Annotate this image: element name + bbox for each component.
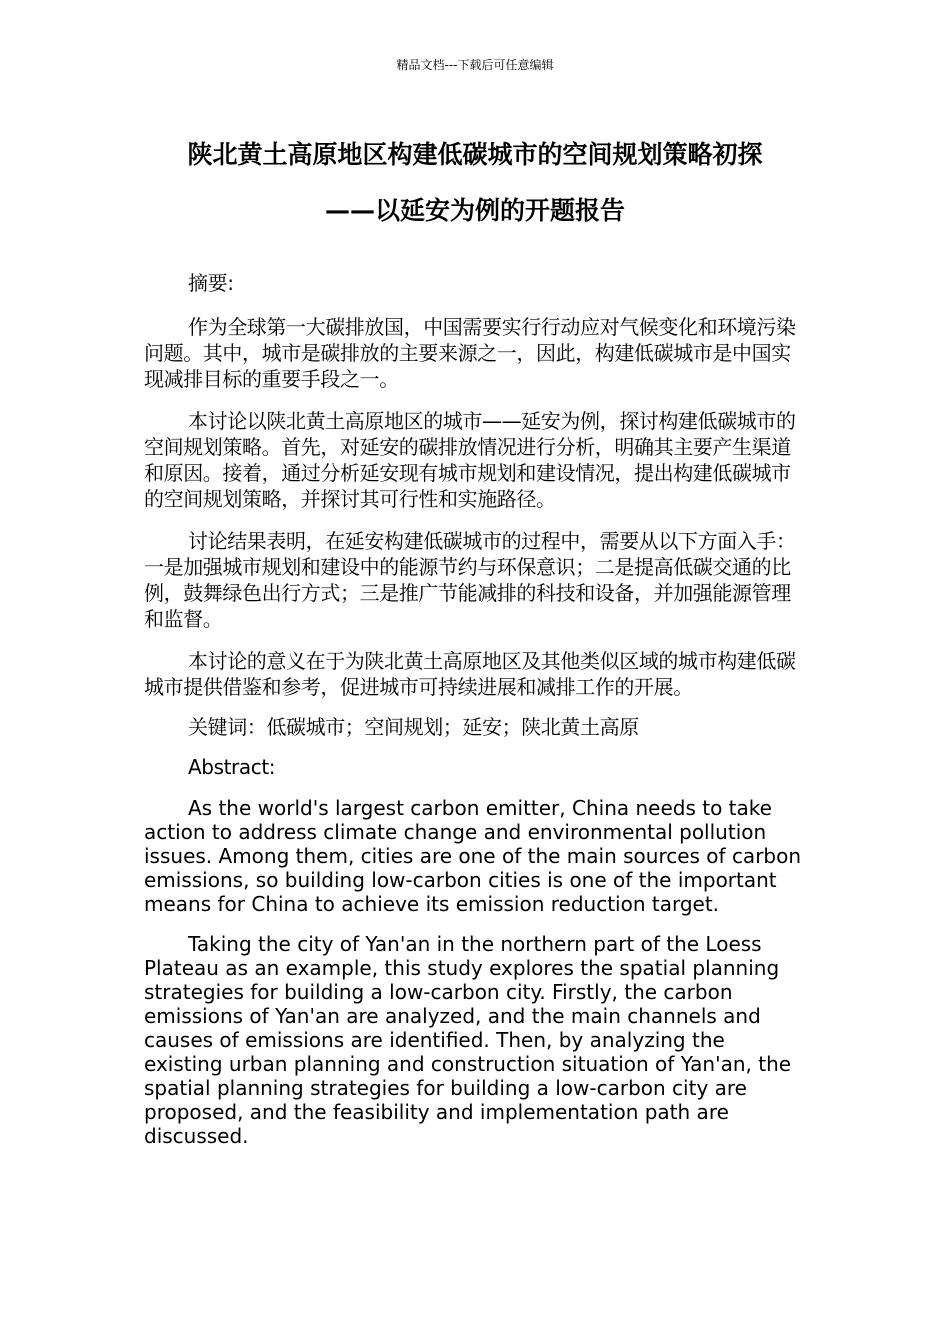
abstract-cn-paragraph: 讨论结果表明，在延安构建低碳城市的过程中，需要从以下方面入手：一是加强城市规划和建设中的能源节约与环保意识；二是提高低碳交通的比例，鼓舞绿色出行方式；三是推广节能减排的科技和设备，并加强能源管理和监督。 bbox=[144, 529, 796, 631]
keywords-cn: 关键词：低碳城市；空间规划；延安；陕北黄土高原 bbox=[188, 715, 639, 739]
abstract-en-paragraph: As the world's largest carbon emitter, China needs to take action to address climate change and environmental pollution issues. Among them, cities are one of the main sources of carbon emissions, so building low-carbon cities is one of the important means for China to achieve its emission reduction target. bbox=[144, 796, 802, 916]
document-title-line-2: ——以延安为例的开题报告 bbox=[324, 196, 625, 225]
page-header: 精品文档---下载后可任意编辑 bbox=[396, 58, 554, 72]
document-body bbox=[144, 270, 806, 1148]
abstract-cn-paragraph: 本讨论的意义在于为陕北黄土高原地区及其他类似区域的城市构建低碳城市提供借鉴和参考，促进城市可持续进展和减排工作的开展。 bbox=[144, 649, 796, 699]
document-title-line-1: 陕北黄土高原地区构建低碳城市的空间规划策略初探 bbox=[187, 140, 763, 169]
abstract-cn-paragraph: 本讨论以陕北黄土高原地区的城市——延安为例，探讨构建低碳城市的空间规划策略。首先，对延安的碳排放情况进行分析，明确其主要产生渠道和原因。接着，通过分析延安现有城市规划和建设情况，提出构建低碳城市的空间规划策略，并探讨其可行性和实施路径。 bbox=[144, 409, 796, 511]
abstract-en-paragraph: Taking the city of Yan'an in the northern part of the Loess Plateau as an example, this study explores the spatial planning strategies for building a low-carbon city. Firstly, the carbon emissions of Yan'an are analyzed, and the main channels and causes of emissions are identified. Then, by analyzing the existing urban planning and construction situation of Yan'an, the spatial planning strategies for building a low-carbon city are proposed, and the feasibility and implementation path are discussed. bbox=[144, 932, 792, 1148]
abstract-en-label: Abstract: bbox=[188, 755, 276, 779]
abstract-cn-label: 摘要: bbox=[188, 271, 234, 295]
abstract-cn-paragraph: 作为全球第一大碳排放国，中国需要实行行动应对气候变化和环境污染问题。其中，城市是碳排放的主要来源之一，因此，构建低碳城市是中国实现减排目标的重要手段之一。 bbox=[144, 315, 796, 391]
